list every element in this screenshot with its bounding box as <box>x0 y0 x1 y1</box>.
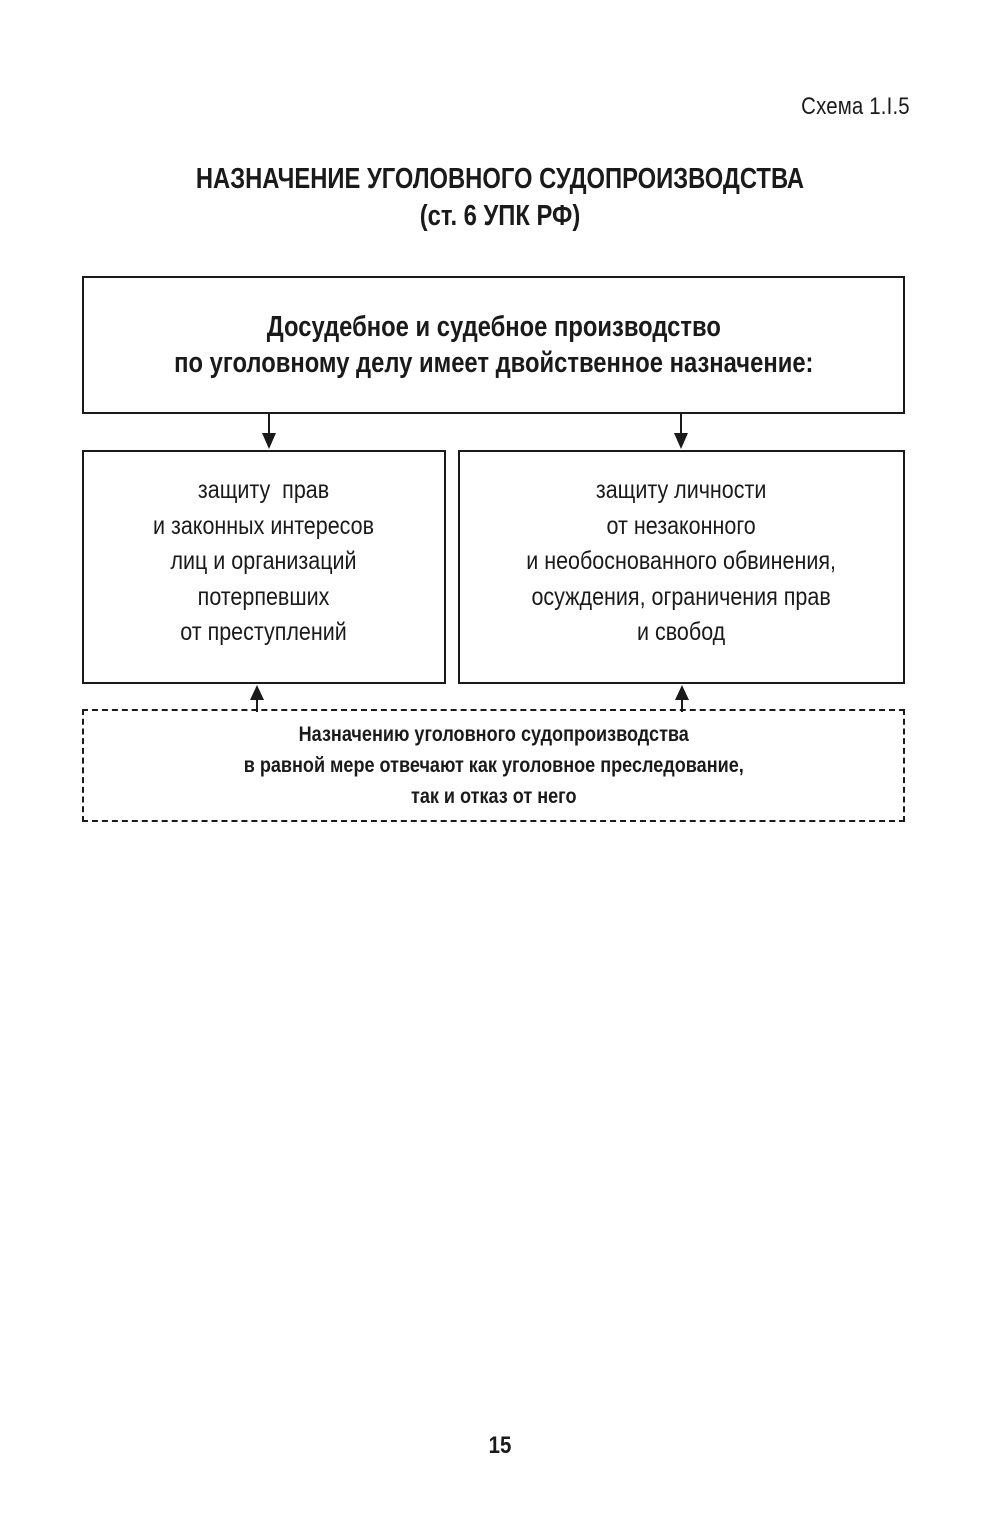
main-purpose-line: по уголовному делу имеет двойственное назначение: <box>173 347 814 379</box>
prosecution-note-line: в равной мере отвечают как уголовное преследование, <box>243 754 744 777</box>
victims-protection-line: лиц и организаций <box>170 547 358 576</box>
prosecution-note-line: Назначению уголовного судопроизводства <box>298 723 689 746</box>
arrow-down-right <box>674 414 688 449</box>
victims-protection-line: защиту прав <box>198 476 330 505</box>
diagram-subtitle: (ст. 6 УПК РФ) <box>419 200 581 232</box>
person-protection-line: от незаконного <box>606 511 757 540</box>
person-protection-line: и свобод <box>637 618 726 647</box>
arrow-down-left <box>262 414 276 449</box>
victims-protection-line: от преступлений <box>180 618 348 647</box>
victims-protection-line: и законных интересов <box>153 511 375 540</box>
victims-protection-line: потерпевших <box>198 582 330 611</box>
scheme-number: Схема 1.I.5 <box>801 93 910 120</box>
person-protection-line: и необоснованного обвинения, <box>526 547 837 576</box>
main-purpose-line: Досудебное и судебное производство <box>266 311 721 343</box>
diagram-title: НАЗНАЧЕНИЕ УГОЛОВНОГО СУДОПРОИЗВОДСТВА <box>195 163 805 195</box>
person-protection-line: осуждения, ограничения прав <box>531 582 832 611</box>
person-protection-line: защиту личности <box>596 476 767 505</box>
arrow-up-right <box>675 685 689 712</box>
page-number: 15 <box>488 1432 512 1459</box>
arrow-up-left <box>250 685 264 712</box>
prosecution-note-line: так и отказ от него <box>410 785 577 808</box>
